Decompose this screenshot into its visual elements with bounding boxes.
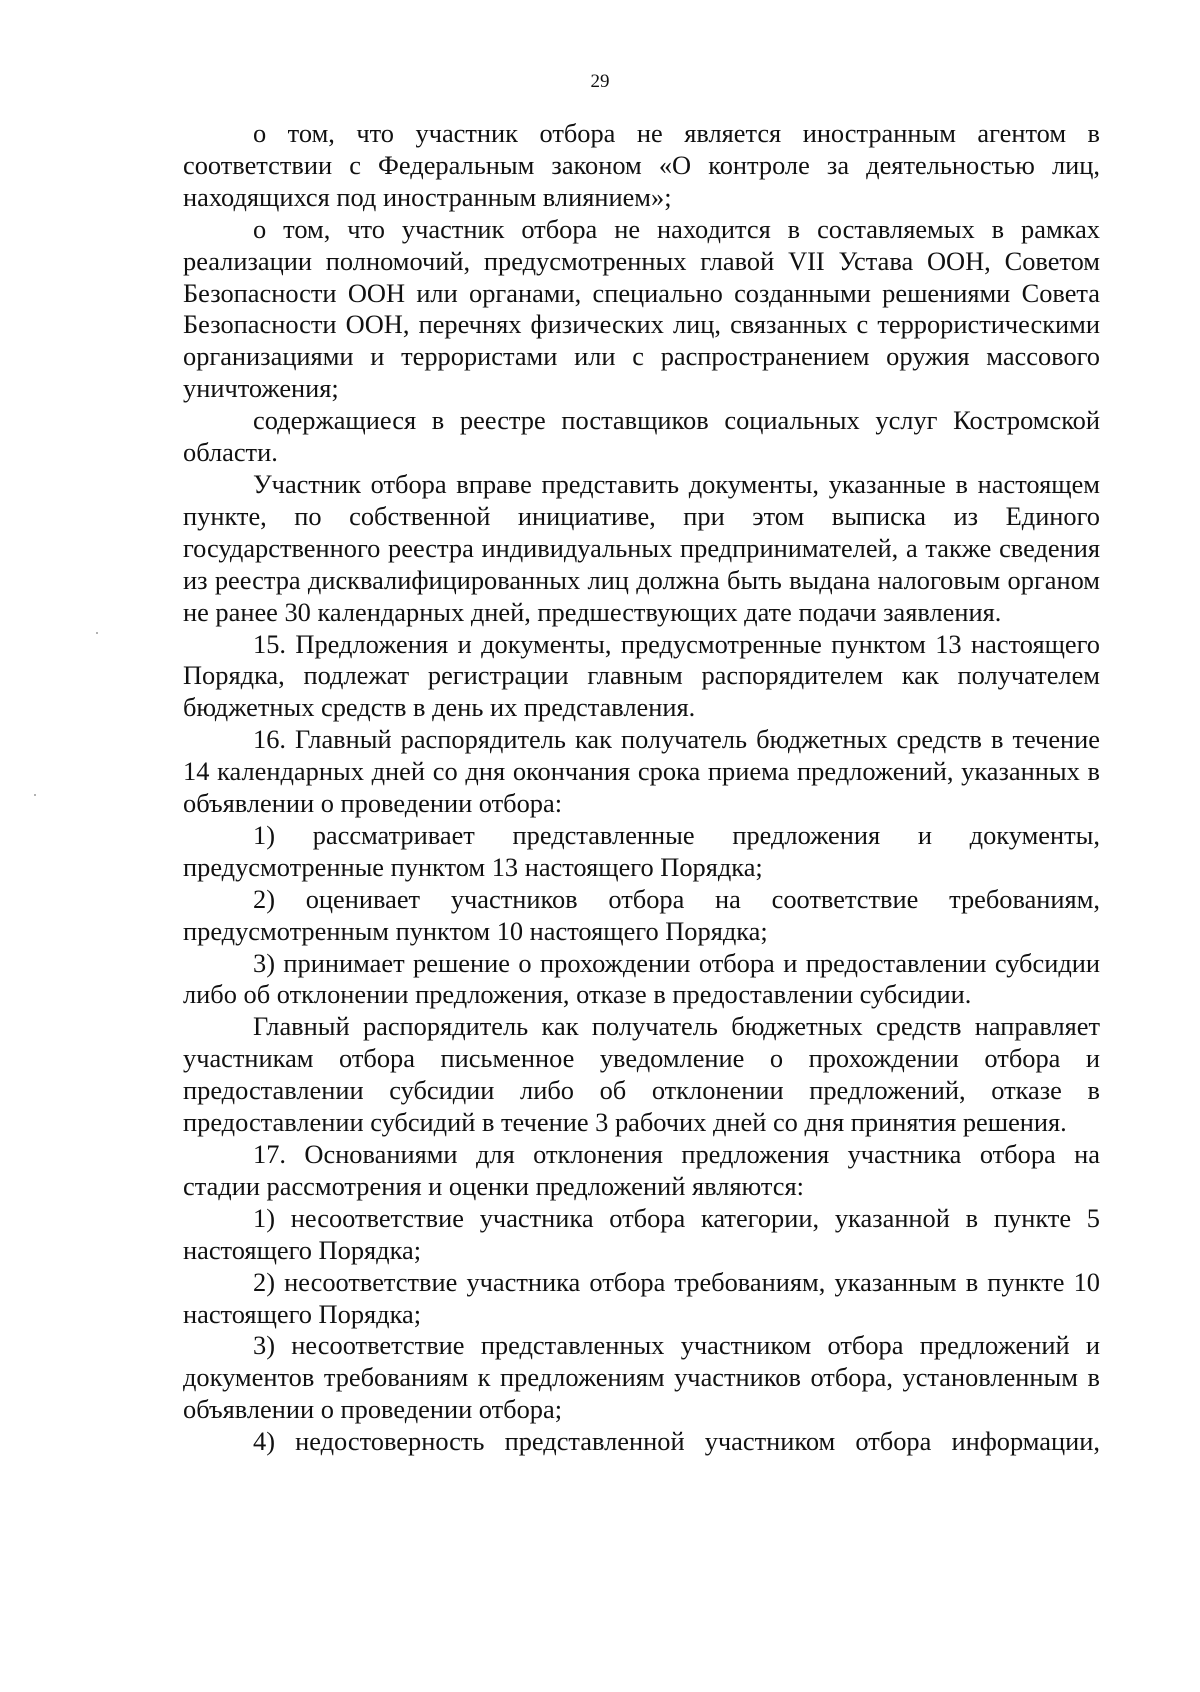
paragraph-item-17-sub-3: 3) несоответствие представленных участником отбора предложений и документов требованиям к предложениям участников отбора, установленным в объявлении о проведении отбора;: [183, 1330, 1100, 1425]
paragraph-own-initiative-documents: Участник отбора вправе представить документы, указанные в настоящем пункте, по собственной инициативе, при этом выписка из Единого государственного реестра индивидуальных предпринимателей, а также сведения из реестра дисквалифицированных лиц должна быть выдана налоговым органом не ранее 30 календарных дней, предшествующих дате подачи заявления.: [183, 468, 1100, 627]
paragraph-item-16-sub-2: 2) оценивает участников отбора на соответствие требованиям, предусмотренным пунктом 10 настоящего Порядка;: [183, 883, 1100, 946]
scan-speck: [34, 794, 36, 796]
paragraph-un-sanctions-lists: о том, что участник отбора не находится в составляемых в рамках реализации полномочий, предусмотренных главой VII Устава ООН, Советом Безопасности ООН или органами, специально созданными решениями Совета Безопасности ООН, перечнях физических лиц, связанных с террористическими организациями и террористами или с распространением оружия массового уничтожения;: [183, 213, 1100, 404]
paragraph-notification: Главный распорядитель как получатель бюджетных средств направляет участникам отбора письменное уведомление о прохождении отбора и предоставлении субсидии либо об отклонении предложений, отказе в предоставлении субсидий в течение 3 рабочих дней со дня принятия решения.: [183, 1011, 1100, 1138]
paragraph-item-16-sub-1: 1) рассматривает представленные предложения и документы, предусмотренные пунктом 13 настоящего Порядка;: [183, 819, 1100, 882]
paragraph-item-17-sub-1: 1) несоответствие участника отбора категории, указанной в пункте 5 настоящего Порядка;: [183, 1202, 1100, 1265]
document-body: [183, 118, 1100, 1458]
paragraph-item-15: 15. Предложения и документы, предусмотренные пунктом 13 настоящего Порядка, подлежат регистрации главным распорядителем как получателем бюджетных средств в день их представления.: [183, 628, 1100, 723]
page-number: 29: [590, 71, 610, 92]
paragraph-item-17: 17. Основаниями для отклонения предложения участника отбора на стадии рассмотрения и оценки предложений являются:: [183, 1139, 1100, 1201]
paragraph-item-16: 16. Главный распорядитель как получатель бюджетных средств в течение 14 календарных дней со дня окончания срока приема предложений, указанных в объявлении о проведении отбора:: [183, 724, 1100, 819]
paragraph-item-17-sub-2: 2) несоответствие участника отбора требованиям, указанным в пункте 10 настоящего Порядка;: [183, 1266, 1100, 1329]
scan-speck: [96, 632, 98, 634]
paragraph-item-16-sub-3: 3) принимает решение о прохождении отбора и предоставлении субсидии либо об отклонении предложения, отказе в предоставлении субсидии.: [183, 947, 1100, 1010]
paragraph-foreign-agent: о том, что участник отбора не является иностранным агентом в соответствии с Федеральным законом «О контроле за деятельностью лиц, находящихся под иностранным влиянием»;: [183, 118, 1100, 212]
paragraph-item-17-sub-4: 4) недостоверность представленной участником отбора информации,: [253, 1426, 1100, 1457]
paragraph-social-services-registry: содержащиеся в реестре поставщиков социальных услуг Костромской области.: [183, 405, 1100, 468]
